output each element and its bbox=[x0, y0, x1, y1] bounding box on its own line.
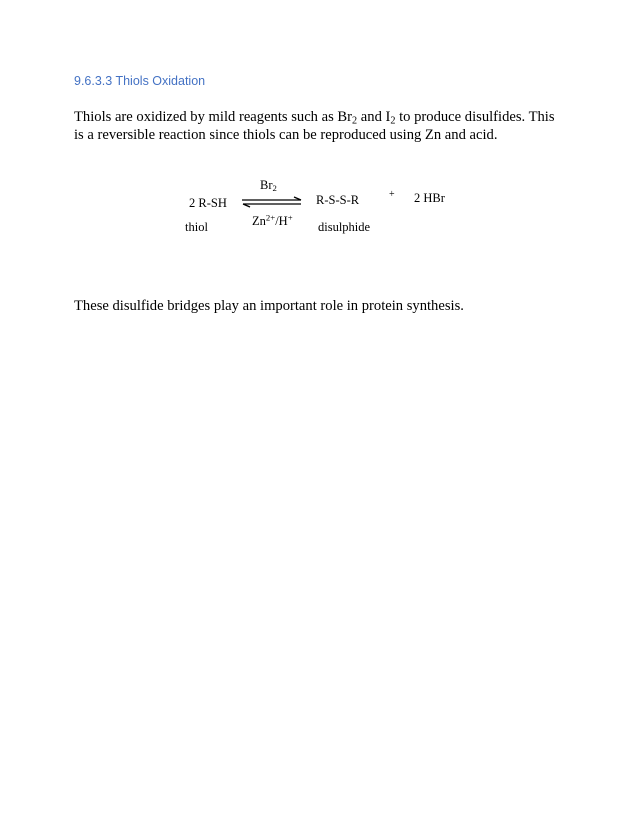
reagent-bottom: $Zn^{2+}/H^+$ bbox=[252, 212, 293, 228]
closing-line: These disulfide bridges play an important role in protein synthesis. bbox=[74, 298, 464, 314]
intro-paragraph bbox=[74, 108, 564, 144]
reactant-label: thiol bbox=[185, 220, 208, 234]
intro-line-1: Thiols are oxidized by mild reagents such as $Br_2$ and $I_2$ to produce disulfides. This bbox=[74, 109, 555, 127]
closing-paragraph bbox=[74, 297, 564, 315]
product-formula: R-S-S-R bbox=[316, 193, 360, 207]
reactant-formula: 2 R-SH bbox=[189, 196, 227, 210]
product-label: disulphide bbox=[318, 220, 371, 234]
reagent-top: $Br_2$ bbox=[260, 178, 277, 194]
intro-line-2: is a reversible reaction since thiols can be reproduced using Zn and acid. bbox=[74, 127, 498, 143]
byproduct-formula: 2 HBr bbox=[414, 191, 445, 205]
section-heading: 9.6.3.3 Thiols Oxidation bbox=[74, 74, 206, 88]
plus-sign: + bbox=[389, 189, 395, 200]
equilibrium-arrow-icon bbox=[241, 196, 303, 208]
